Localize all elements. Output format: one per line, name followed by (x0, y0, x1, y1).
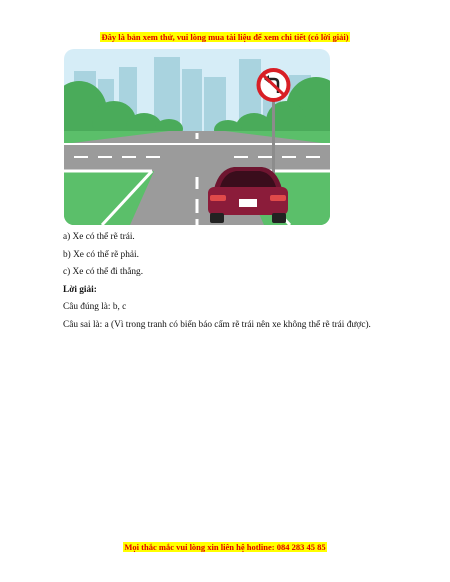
solution-wrong: Câu sai là: a (Vì trong tranh có biển báo cấm rẽ trái nên xe không thể rẽ trái được). (63, 319, 371, 330)
solution-heading: Lời giải: (63, 284, 97, 295)
option-b: b) Xe có thể rẽ phải. (63, 249, 139, 260)
option-c: c) Xe có thể đi thẳng. (63, 267, 144, 278)
hotline-text: Mọi thắc mắc vui lòng xin liên hệ hotline: 084 283 45 85 (124, 542, 326, 552)
preview-notice-text: Đây là bản xem thử, vui lòng mua tài liệu để xem chi tiết (có lời giải) (101, 32, 349, 42)
road-scene-image (64, 49, 330, 225)
hotline-banner (0, 537, 450, 555)
question-content (63, 229, 408, 335)
red-car (208, 167, 288, 223)
option-a: a) Xe có thể rẽ trái. (63, 232, 135, 242)
road-illustration (64, 49, 330, 225)
solution-correct: Câu đúng là: b, c (63, 302, 127, 313)
preview-notice-banner (0, 27, 450, 45)
crossroad (64, 131, 330, 225)
